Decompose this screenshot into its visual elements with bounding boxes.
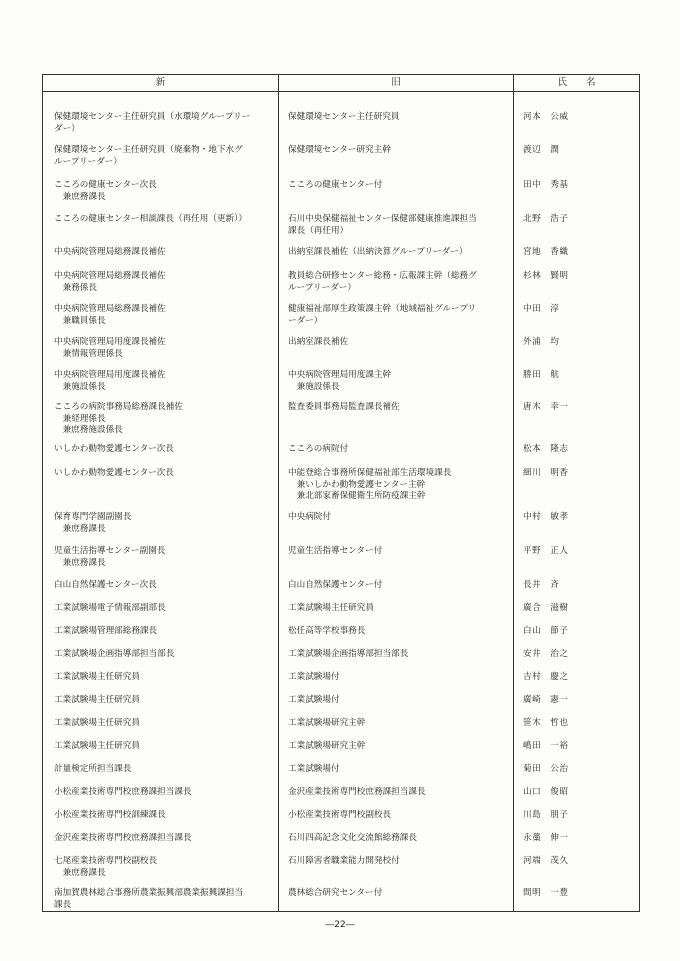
cell-old: 工業試験場研究主幹 [288, 718, 366, 728]
table-row [43, 787, 639, 799]
cell-old: 児童生活指導センター付 [288, 546, 383, 556]
cell-name: 白山 節子 [523, 626, 569, 636]
cell-old: 工業試験場付 [288, 672, 340, 682]
cell-old: 保健環境センター主任研究員 [288, 112, 400, 122]
cell-old: 工業試験場企画指導部担当部長 [288, 649, 409, 659]
cell-name: 吉村 慶之 [523, 672, 569, 682]
cell-new: 白山自然保護センター次長 [54, 580, 157, 590]
table-body [43, 92, 639, 912]
cell-old: 石川障害者職業能力開発校付 [288, 856, 400, 866]
cell-old: 中能登総合事務所保健福祉部生活環境課長 兼いしかわ動物愛護センター主幹 兼北部家畜保健衛生所防疫課主幹 [288, 468, 452, 501]
personnel-table [42, 74, 640, 912]
header-name: 氏 名 [513, 75, 639, 91]
cell-name: 渡辺 潤 [523, 145, 560, 155]
cell-new: こころの健康センター相談課長（再任用（更新）） [54, 214, 248, 224]
cell-new: 七尾産業技術専門校副校長 兼庶務課長 [54, 856, 158, 878]
cell-new: 工業試験場主任研究員 [54, 718, 140, 728]
cell-name: 杉林 賢明 [523, 271, 569, 281]
table-row [43, 626, 639, 638]
table-row [43, 247, 639, 259]
cell-name: 宮地 香織 [523, 247, 569, 257]
cell-new: 中央病院管理局用度課長補佐 兼施設係長 [54, 370, 166, 392]
table-row [43, 580, 639, 592]
cell-name: 田中 秀基 [523, 180, 569, 190]
cell-name: 永藁 伸一 [523, 833, 569, 843]
table-row [43, 112, 639, 135]
cell-new: 小松産業技術専門校訓練課長 [54, 810, 166, 820]
cell-name: 平野 正人 [523, 546, 569, 556]
cell-new: 金沢産業技術専門校庶務課担当課長 [54, 833, 192, 843]
cell-new: こころの健康センター次長 兼庶務課長 [54, 180, 157, 202]
cell-name: 安井 治之 [523, 649, 569, 659]
cell-new: 中央病院管理局総務課長補佐 兼務係長 [54, 271, 166, 293]
cell-name: 松本 隆志 [523, 444, 569, 454]
table-row [43, 649, 639, 661]
cell-name: 細川 明香 [523, 468, 569, 478]
cell-name: 河本 公威 [523, 112, 569, 122]
table-row [43, 145, 639, 168]
cell-name: 間明 一豊 [523, 888, 569, 898]
table-row [43, 764, 639, 776]
page-number: ―22― [325, 920, 355, 930]
cell-new: 児童生活指導センター副園長 兼庶務課長 [54, 546, 166, 568]
header-old: 旧 [278, 75, 513, 91]
cell-old: 工業試験場主任研究員 [288, 603, 374, 613]
cell-name: 北野 浩子 [523, 214, 569, 224]
cell-new: 中央病院管理局総務課長補佐 [54, 247, 166, 257]
cell-old: 保健環境センター研究主幹 [288, 145, 391, 155]
cell-name: 嶋田 一裕 [523, 741, 569, 751]
table-row [43, 856, 639, 879]
cell-new: 工業試験場主任研究員 [54, 695, 140, 705]
cell-old: 石川四高記念文化交流館総務課長 [288, 833, 417, 843]
table-row [43, 672, 639, 684]
cell-new: 工業試験場電子情報部副部長 [54, 603, 166, 613]
cell-new: 工業試験場管理部総務課長 [54, 626, 158, 636]
cell-old: 金沢産業技術専門校庶務課担当課長 [288, 787, 426, 797]
cell-old: 出納室課長補佐（出納決算グループリーダー） [288, 247, 468, 257]
cell-name: 長井 斉 [523, 580, 560, 590]
table-row [43, 512, 639, 535]
cell-old: 健康福祉部厚生政策課主幹（地域福祉グループリ ーダー） [288, 304, 477, 326]
cell-old: 中央病院管理局用度課主幹 兼施設係長 [288, 370, 392, 392]
table-row [43, 402, 639, 437]
cell-new: 工業試験場企画指導部担当部長 [54, 649, 175, 659]
table-row [43, 695, 639, 707]
table-row [43, 741, 639, 753]
table-row [43, 603, 639, 615]
cell-old: 白山自然保護センター付 [288, 580, 383, 590]
table-row [43, 271, 639, 294]
cell-new: 中央病院管理局用度課長補佐 兼情報管理係長 [54, 337, 166, 359]
cell-name: 外浦 均 [523, 337, 560, 347]
cell-new: 工業試験場主任研究員 [54, 741, 140, 751]
cell-new: 中央病院管理局総務課長補佐 兼職員係長 [54, 304, 166, 326]
table-row [43, 214, 639, 237]
cell-name: 笹木 哲也 [523, 718, 569, 728]
table-row [43, 444, 639, 456]
cell-name: 山口 俊昭 [523, 787, 569, 797]
table-row [43, 304, 639, 327]
cell-old: こころの病院付 [288, 444, 349, 454]
cell-name: 中村 敏孝 [523, 512, 569, 522]
cell-old: 教員総合研修センター総務・広報課主幹（総務グ ループリーダー） [288, 271, 477, 293]
cell-old: こころの健康センター付 [288, 180, 383, 190]
cell-old: 工業試験場付 [288, 695, 340, 705]
cell-new: いしかわ動物愛護センター次長 [54, 444, 174, 454]
cell-old: 農林総合研究センター付 [288, 888, 383, 898]
table-row [43, 370, 639, 393]
cell-name: 中田 淳 [523, 304, 560, 314]
cell-new: いしかわ動物愛護センター次長 [54, 468, 174, 478]
cell-old: 工業試験場研究主幹 [288, 741, 366, 751]
cell-old: 出納室課長補佐 [288, 337, 349, 347]
cell-new: 工業試験場主任研究員 [54, 672, 140, 682]
table-header [43, 75, 639, 92]
cell-new: 保健環境センター主任研究員（水環境グループリー ダー） [54, 112, 251, 134]
table-row [43, 833, 639, 845]
cell-new: 小松産業技術専門校庶務課担当課長 [54, 787, 192, 797]
cell-name: 勝田 航 [523, 370, 560, 380]
cell-old: 小松産業技術専門校副校長 [288, 810, 392, 820]
cell-old: 松任高等学校事務長 [288, 626, 366, 636]
cell-name: 河端 茂久 [523, 856, 569, 866]
table-row [43, 810, 639, 822]
header-new: 新 [155, 77, 166, 88]
cell-new: こころの病院事務局総務課長補佐 兼経理係長 兼庶務施設係長 [54, 402, 183, 435]
table-row [43, 718, 639, 730]
cell-old: 工業試験場付 [288, 764, 340, 774]
table-row [43, 546, 639, 569]
cell-name: 廣合 滋樹 [523, 603, 569, 613]
cell-name: 川島 朋子 [523, 810, 569, 820]
cell-new: 南加賀農林総合事務所農業振興部農業振興課担当 課長 [54, 888, 244, 910]
table-row [43, 337, 639, 360]
table-row [43, 468, 639, 503]
cell-old: 中央病院付 [288, 512, 331, 522]
cell-old: 監査委員事務局監査課長補佐 [288, 402, 400, 412]
table-row [43, 180, 639, 203]
cell-new: 計量検定所担当課長 [54, 764, 132, 774]
cell-old: 石川中央保健福祉センター保健部健康推進課担当 課長（再任用） [288, 214, 477, 236]
cell-name: 廣崎 憲一 [523, 695, 569, 705]
cell-new: 保健環境センター主任研究員（廃棄物・地下水グ ループリーダー） [54, 145, 243, 167]
table-row [43, 888, 639, 911]
cell-new: 保育専門学園副園長 兼庶務課長 [54, 512, 132, 534]
cell-name: 菊田 公治 [523, 764, 569, 774]
cell-name: 唐木 幸一 [523, 402, 569, 412]
